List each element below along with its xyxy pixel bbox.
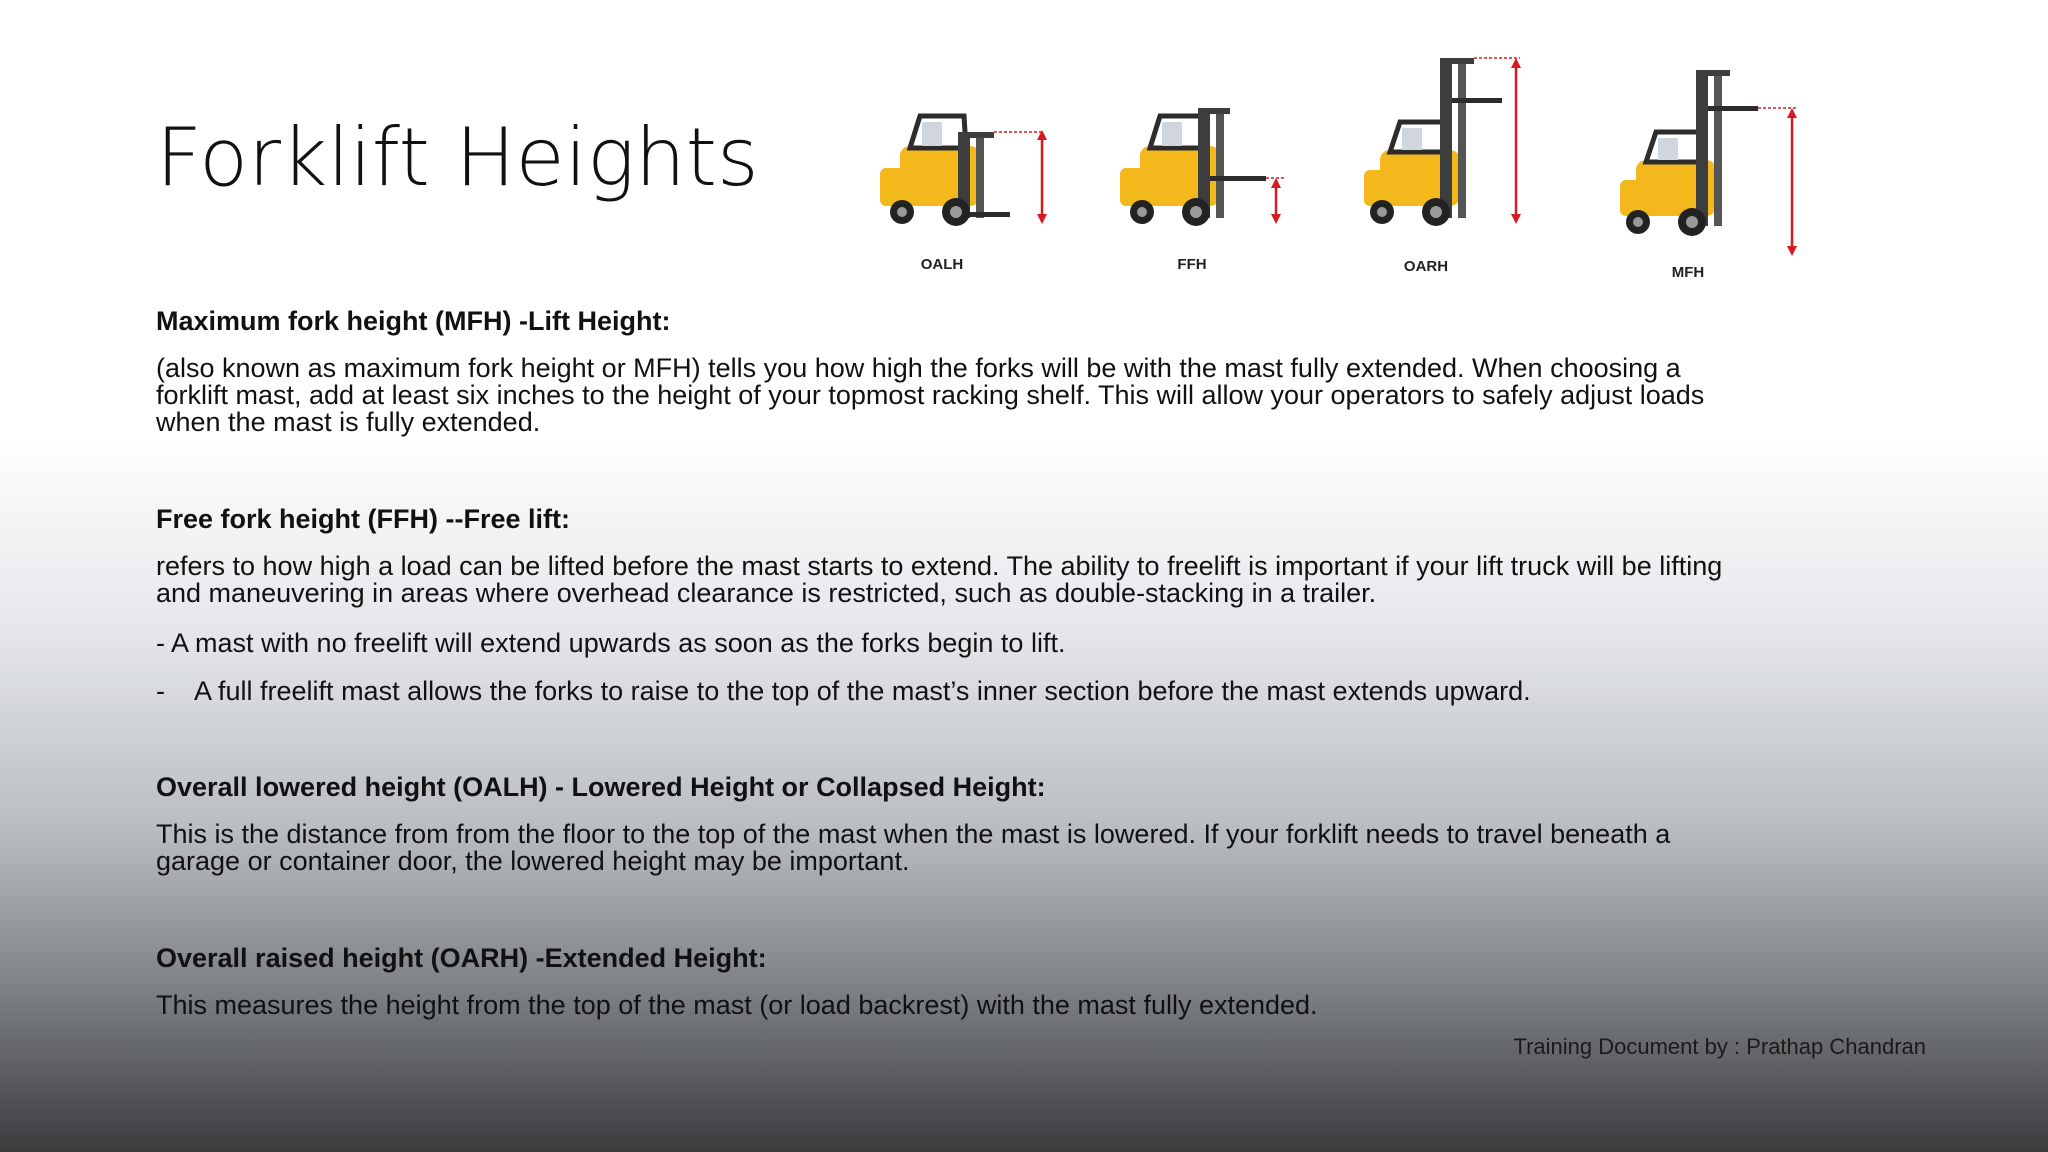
section-line: when the mast is fully extended.: [156, 407, 541, 437]
figure-label: FFH: [1177, 256, 1207, 273]
section-heading-oarh: Overall raised height (OARH) -Extended Height:: [156, 943, 767, 973]
bullet-item: [156, 676, 1531, 707]
figure-oarh: [1360, 50, 1580, 290]
forklift-mfh-icon: [1616, 56, 1816, 256]
figure-oalh: [860, 56, 1080, 296]
section-line: This measures the height from the top of the mast (or load backrest) with the mast fully extended.: [156, 990, 1318, 1020]
figure-ffh: [1110, 56, 1330, 296]
figure-label: MFH: [1671, 264, 1705, 281]
figure-label: OALH: [920, 256, 964, 273]
bullet-text: A full freelift mast allows the forks to raise to the top of the mast’s inner section before the mast extends upward.: [194, 676, 1531, 706]
forklift-oarh-icon: [1360, 50, 1560, 250]
section-line: and maneuvering in areas where overhead clearance is restricted, such as double-stacking in a trailer.: [156, 578, 1377, 608]
bullet-dash: -: [156, 676, 165, 706]
forklift-figures: [860, 56, 1820, 296]
forklift-oalh-icon: [860, 56, 1060, 256]
bullet-item: - A mast with no freelift will extend upwards as soon as the forks begin to lift.: [156, 628, 1066, 658]
forklift-ffh-icon: [1110, 56, 1310, 256]
section-line: forklift mast, add at least six inches to the height of your topmost racking shelf. This will allow your operators to safely adjust loads: [156, 380, 1705, 410]
section-line: refers to how high a load can be lifted before the mast starts to extend. The ability to freelift is important if your lift truck will be lifting: [156, 551, 1723, 581]
section-line: This is the distance from from the floor to the top of the mast when the mast is lowered. If your forklift needs to travel beneath a: [156, 819, 1671, 849]
section-line: (also known as maximum fork height or MFH) tells you how high the forks will be with the mast fully extended. When choosing a: [156, 353, 1681, 383]
figure-label: OARH: [1403, 258, 1449, 275]
figure-mfh: [1616, 56, 1836, 296]
section-heading-ffh: Free fork height (FFH) --Free lift:: [156, 504, 570, 534]
section-line: garage or container door, the lowered height may be important.: [156, 846, 910, 876]
footer-credit: Training Document by : Prathap Chandran: [1513, 1034, 1926, 1059]
section-heading-oalh: Overall lowered height (OALH) - Lowered Height or Collapsed Height:: [156, 772, 1046, 802]
slide-title: Forklift Heights: [156, 111, 759, 204]
section-heading-mfh: Maximum fork height (MFH) -Lift Height:: [156, 306, 671, 336]
